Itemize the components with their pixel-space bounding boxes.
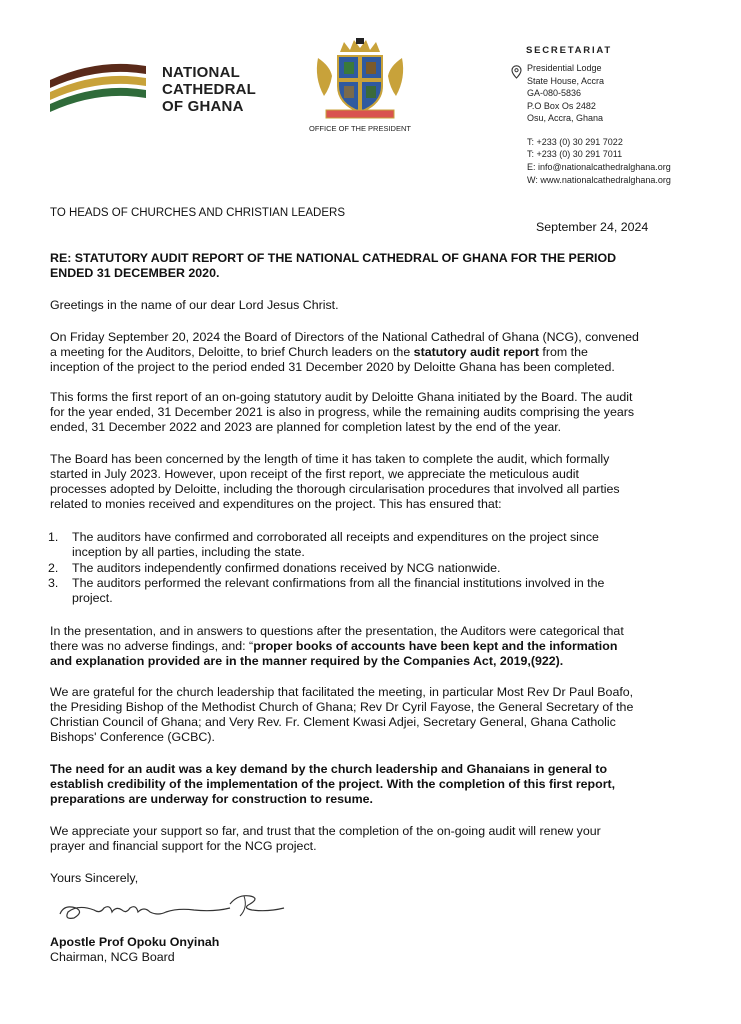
para4-line: In the presentation, and in answers to questions after the presentation, the Auditors were categorical that xyxy=(50,624,624,638)
letter-date: September 24, 2024 xyxy=(536,220,649,234)
address-line: Osu, Accra, Ghana xyxy=(527,113,604,123)
para6-line: The need for an audit was a key demand by the church leadership and Ghanaians in general to xyxy=(50,762,608,776)
para2-line: This forms the first report of an on-going statutory audit by Deloitte Ghana initiated by the Board. The audit xyxy=(50,390,633,404)
list-item: 2. The auditors independently confirmed donations received by NCG nationwide. xyxy=(48,561,501,575)
org-name-line1: NATIONAL xyxy=(162,64,240,81)
address-line: Presidential Lodge xyxy=(527,63,602,73)
para3-line: The Board has been concerned by the length of time it has taken to complete the audit, which formally xyxy=(50,452,610,466)
greeting: Greetings in the name of our dear Lord Jesus Christ. xyxy=(50,298,339,312)
bold-phrase: statutory audit report xyxy=(413,345,539,359)
secretariat-title: SECRETARIAT xyxy=(526,45,612,56)
subject-line-2: ENDED 31 DECEMBER 2020. xyxy=(50,266,220,280)
address-line: P.O Box Os 2482 xyxy=(527,101,596,111)
list-number: 2. xyxy=(48,561,59,575)
addressee: TO HEADS OF CHURCHES AND CHRISTIAN LEADERS xyxy=(50,207,346,219)
para5-line: We are grateful for the church leadership that facilitated the meeting, in particular Most Rev Dr Paul Boafo, xyxy=(50,685,634,699)
para4-line: there was no adverse findings, and: “proper books of accounts have been kept and the information xyxy=(50,639,618,653)
phone-2: T: +233 (0) 30 291 7011 xyxy=(527,149,623,159)
quote-bold: proper books of accounts have been kept and the information xyxy=(253,639,618,653)
coat-caption: OFFICE OF THE PRESIDENT xyxy=(309,124,411,133)
subject-line-1: RE: STATUTORY AUDIT REPORT OF THE NATIONAL CATHEDRAL OF GHANA FOR THE PERIOD xyxy=(50,251,617,265)
para4-line: and explanation provided are in the manner required by the Companies Act, 2019,(922). xyxy=(50,654,564,668)
coat-of-arms-icon xyxy=(310,38,410,124)
para3-line: started in July 2023. However, upon receipt of the first report, we appreciate the meticulous audit xyxy=(50,467,579,481)
list-number: 1. xyxy=(48,530,59,544)
phone-1: T: +233 (0) 30 291 7022 xyxy=(527,137,623,147)
para7-line: We appreciate your support so far, and trust that the completion of the on-going audit will renew your xyxy=(50,824,601,838)
list-item: 3. The auditors performed the relevant confirmations from all the financial institutions involved in the project. xyxy=(48,576,605,605)
address-line: GA-080-5836 xyxy=(527,88,582,98)
signatory-title: Chairman, NCG Board xyxy=(50,950,175,964)
para2-line: ended, 31 December 2022 and 2023 are planned for completion latest by the end of the year. xyxy=(50,420,562,434)
national-cathedral-logo-icon xyxy=(48,58,148,114)
para1-line: On Friday September 20, 2024 the Board of Directors of the National Cathedral of Ghana (NCG), convened xyxy=(50,330,639,344)
org-name-line2: CATHEDRAL xyxy=(162,81,257,98)
location-pin-icon xyxy=(511,65,522,79)
signatory-name: Apostle Prof Opoku Onyinah xyxy=(50,935,220,949)
org-name-line3: OF GHANA xyxy=(162,98,244,115)
website: W: www.nationalcathedralghana.org xyxy=(527,175,671,185)
address-line: State House, Accra xyxy=(527,76,605,86)
para5-line: Christian Council of Ghana; and Very Rev. Fr. Clement Kwasi Adjei, Secretary General, Ghana Catholic xyxy=(50,715,616,729)
para7-line: prayer and financial support for the NCG project. xyxy=(50,839,317,853)
list-number: 3. xyxy=(48,576,59,590)
para5-line: Bishops' Conference (GCBC). xyxy=(50,730,215,744)
signature-icon xyxy=(54,890,294,930)
closing: Yours Sincerely, xyxy=(50,871,139,885)
para1-line: a meeting for the Auditors, Deloitte, to brief Church leaders on the statutory audit report from the xyxy=(50,345,588,359)
para3-line: related to monies received and expenditures on the project. This has ensured that: xyxy=(50,497,502,511)
para1-line: inception of the project to the period ended 31 December 2020 by Deloitte Ghana has been completed. xyxy=(50,360,615,374)
para2-line: for the year ended, 31 December 2021 is also in progress, while the remaining audits comprising the years xyxy=(50,405,635,419)
para5-line: the Presiding Bishop of the Methodist Church of Ghana; Rev Dr Cyril Fayose, the General Secretary of the xyxy=(50,700,634,714)
list-item: 1. The auditors have confirmed and corroborated all receipts and expenditures on the project since inception by all parties, including the state. xyxy=(48,530,599,559)
para3-line: processes adopted by Deloitte, including the thorough circularisation procedures that involved all parties xyxy=(50,482,620,496)
para6-line: preparations are underway for construction to resume. xyxy=(50,792,373,806)
para6-line: establish credibility of the implementation of the project. With the completion of this first report, xyxy=(50,777,616,791)
email: E: info@nationalcathedralghana.org xyxy=(527,162,671,172)
